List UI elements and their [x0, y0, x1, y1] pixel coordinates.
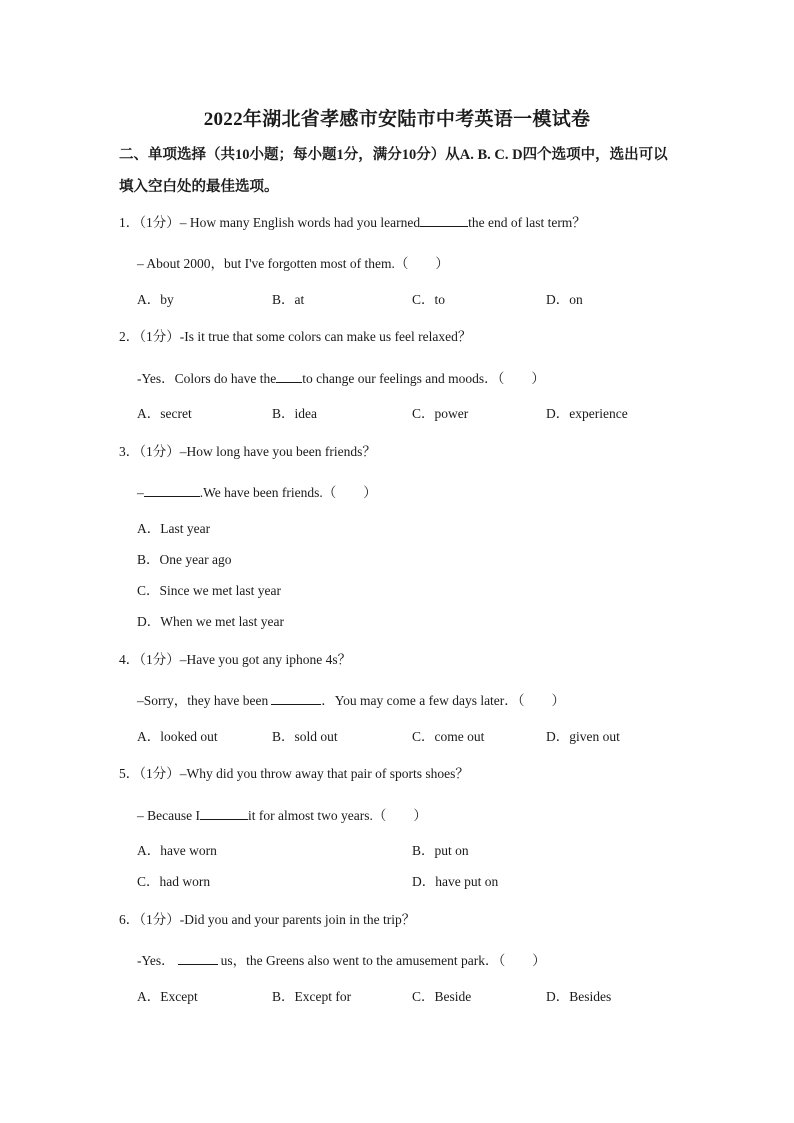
question-1-stem-part-1: 1．（1分）– How many English words had you learned [119, 215, 421, 230]
question-6-option-d: D．Besides [546, 989, 612, 1004]
question-5-dialog [137, 807, 427, 825]
question-1-option-b: B．at [272, 292, 305, 307]
question-4-option-a: A．looked out [137, 729, 218, 744]
answer-blank [144, 484, 200, 497]
question-6-option-a: A．Except [137, 989, 198, 1004]
answer-blank [200, 807, 248, 820]
question-6-dialog-part-1: -Yes． [137, 953, 175, 968]
question-4-option-d: D．given out [546, 729, 620, 744]
question-5-dialog-part-1: – Because I [137, 808, 200, 823]
exam-title: 2022年湖北省孝感市安陆市中考英语一模试卷 [203, 109, 591, 130]
question-6-dialog [137, 952, 546, 970]
question-1-option-a: A．by [137, 292, 174, 307]
question-5-option-b: B．put on [412, 843, 469, 858]
question-3-option-b: B．One year ago [137, 552, 232, 567]
question-4-dialog [137, 692, 565, 710]
section-instruction-line-2: 填入空白处的最佳选项。 [119, 179, 279, 195]
question-6-option-b: B．Except for [272, 989, 352, 1004]
question-3-dialog-part-1: – [137, 485, 144, 500]
question-5-option-d: D．have put on [412, 874, 499, 889]
question-2-dialog-part-2: to change our feelings and moods．（ ） [302, 371, 545, 386]
question-3-option-d: D．When we met last year [137, 614, 284, 629]
question-3-stem: 3．（1分）–How long have you been friends？ [119, 444, 376, 459]
question-2-stem: 2．（1分）-Is it true that some colors can make us feel relaxed？ [119, 329, 472, 344]
question-2-option-b: B．idea [272, 406, 317, 421]
question-1-option-c: C．to [412, 292, 446, 307]
answer-blank [271, 692, 321, 705]
question-6-stem: 6．（1分）-Did you and your parents join in the trip？ [119, 912, 416, 927]
question-5-dialog-part-2: it for almost two years.（ ） [247, 808, 427, 823]
question-6-option-c: C．Beside [412, 989, 472, 1004]
question-4-option-b: B．sold out [272, 729, 338, 744]
question-3-dialog-part-2: .We have been friends.（ ） [199, 485, 377, 500]
question-5-option-a: A．have worn [137, 843, 217, 858]
question-4-stem: 4．（1分）–Have you got any iphone 4s？ [119, 652, 352, 667]
question-5-stem: 5．（1分）–Why did you throw away that pair of sports shoes？ [119, 766, 469, 781]
question-2-dialog-part-1: -Yes．Colors do have the [137, 371, 277, 386]
question-3-dialog [137, 484, 377, 502]
answer-blank [178, 952, 218, 965]
question-2-option-a: A．secret [137, 406, 192, 421]
question-1-option-d: D．on [546, 292, 583, 307]
answer-blank [420, 214, 468, 227]
question-5-option-c: C．had worn [137, 874, 211, 889]
question-3-option-a: A．Last year [137, 521, 211, 536]
question-4-option-c: C．come out [412, 729, 485, 744]
section-instruction-line-1: 二、单项选择（共10小题；每小题1分，满分10分）从A. B. C. D四个选项中，选出可以 [119, 147, 668, 163]
question-6-dialog-part-2: us，the Greens also went to the amusement park．（ ） [220, 953, 546, 968]
answer-blank [276, 370, 302, 383]
question-1-stem [119, 214, 586, 232]
question-2-option-d: D．experience [546, 406, 628, 421]
question-2-option-c: C．power [412, 406, 469, 421]
question-2-dialog [137, 370, 545, 388]
question-4-dialog-part-1: –Sorry，they have been [137, 693, 269, 708]
question-3-option-c: C．Since we met last year [137, 583, 281, 598]
question-1-stem-part-2: the end of last term？ [468, 215, 586, 230]
question-4-dialog-part-2: ．You may come a few days later．（ ） [321, 693, 566, 708]
question-1-dialog: – About 2000，but I've forgotten most of them.（ ） [137, 256, 449, 271]
